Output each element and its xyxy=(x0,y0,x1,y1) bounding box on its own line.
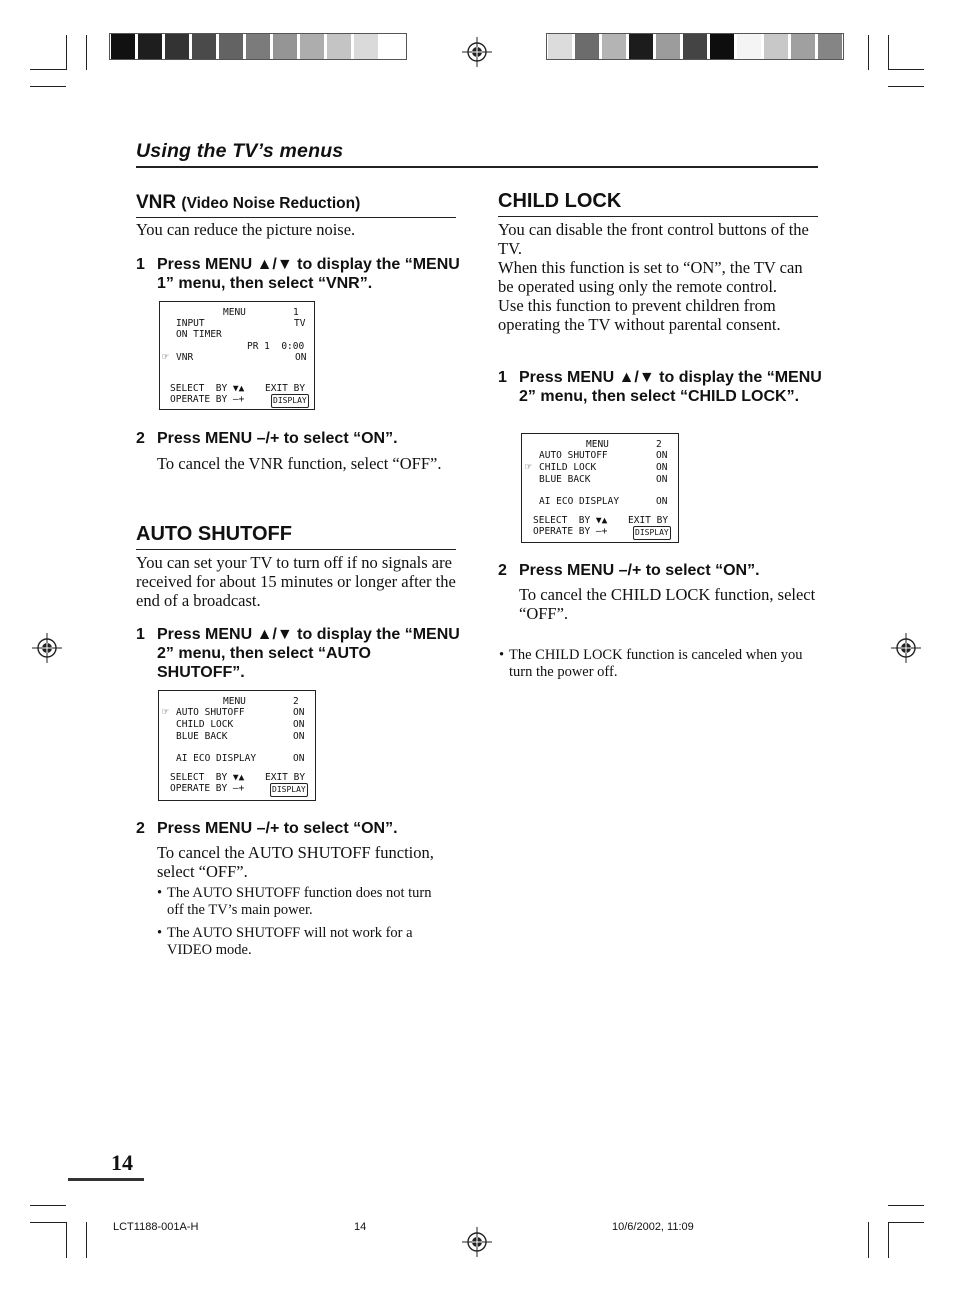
auto-shutoff-step-2-desc: To cancel the AUTO SHUTOFF function, select “OFF”. xyxy=(157,843,434,881)
bullet: • xyxy=(157,885,163,901)
osd-item-value: ON xyxy=(295,352,307,363)
osd-operate-hint: OPERATE BY –+ xyxy=(533,526,608,537)
vnr-heading-main: VNR xyxy=(136,192,177,213)
osd-page-number: 2 xyxy=(656,439,662,450)
osd-item-label: BLUE BACK xyxy=(539,474,591,485)
step-text: Press MENU –/+ to select “ON”. xyxy=(157,820,398,837)
page-header xyxy=(136,140,818,168)
auto-shutoff-note xyxy=(157,885,447,919)
osd-exit-hint: EXIT BY xyxy=(628,515,669,526)
registration-mark-icon xyxy=(32,633,62,663)
doc-code: LCT1188-001A-H xyxy=(113,1221,199,1233)
registration-mark-icon xyxy=(891,633,921,663)
osd-display-button-label: DISPLAY xyxy=(270,783,308,797)
page-number: 14 xyxy=(111,1150,133,1175)
osd-item-label: INPUT xyxy=(176,318,205,329)
osd-item-value: ON xyxy=(293,753,305,764)
auto-shutoff-step-2 xyxy=(136,819,461,838)
osd-item-value: PR 1 0:00 xyxy=(247,341,305,352)
step-number: 2 xyxy=(498,562,507,579)
osd-item-label: VNR xyxy=(176,352,194,363)
step-text: Press MENU ▲/▼ to display the “MENU 2” menu, then select “CHILD LOCK”. xyxy=(519,369,822,405)
osd-exit-hint: EXIT BY xyxy=(265,383,306,394)
bullet: • xyxy=(157,925,163,941)
vnr-intro: You can reduce the picture noise. xyxy=(136,220,356,239)
vnr-heading xyxy=(136,192,456,218)
step-text: Press MENU –/+ to select “ON”. xyxy=(157,430,398,447)
note-text: The AUTO SHUTOFF function does not turn off the TV’s main power. xyxy=(167,885,432,918)
vnr-section xyxy=(136,192,456,218)
osd-select-hint: SELECT BY ▼▲ xyxy=(533,515,608,526)
hand-pointer-icon: ☞ xyxy=(162,705,169,718)
osd-display-button-label: DISPLAY xyxy=(633,526,671,540)
vnr-osd-menu xyxy=(159,301,315,410)
vnr-step-2 xyxy=(136,429,461,448)
osd-menu-title: MENU xyxy=(223,696,246,707)
child-lock-heading: CHILD LOCK xyxy=(498,190,818,217)
child-lock-step-2-desc: To cancel the CHILD LOCK function, select “OFF”. xyxy=(519,585,816,623)
osd-operate-hint: OPERATE BY –+ xyxy=(170,783,245,794)
osd-menu-title: MENU xyxy=(223,307,246,318)
osd-item-label: AUTO SHUTOFF xyxy=(539,450,608,461)
step-number: 1 xyxy=(136,626,145,643)
osd-item-label: AUTO SHUTOFF xyxy=(176,707,245,718)
osd-item-value: ON xyxy=(293,719,305,730)
osd-page-number: 1 xyxy=(293,307,299,318)
page-number-block xyxy=(68,1150,144,1181)
child-lock-intro xyxy=(498,220,818,334)
step-number: 1 xyxy=(136,256,145,273)
osd-operate-hint: OPERATE BY –+ xyxy=(170,394,245,405)
osd-item-value: ON xyxy=(656,450,668,461)
osd-item-label: AI ECO DISPLAY xyxy=(539,496,620,507)
step-text: Press MENU –/+ to select “ON”. xyxy=(519,562,760,579)
sheet-number: 14 xyxy=(354,1221,367,1233)
auto-shutoff-heading: AUTO SHUTOFF xyxy=(136,523,456,550)
child-lock-step-1 xyxy=(498,368,823,406)
osd-item-label: BLUE BACK xyxy=(176,731,228,742)
osd-item-label: ON TIMER xyxy=(176,329,222,340)
page-title: Using the TV’s menus xyxy=(136,140,344,162)
print-date: 10/6/2002, 11:09 xyxy=(612,1221,694,1233)
note-text: The AUTO SHUTOFF will not work for a VIDEO mode. xyxy=(167,925,413,958)
intro-paragraph: When this function is set to “ON”, the TV can be operated using only the remote control. xyxy=(498,258,803,296)
osd-item-value: ON xyxy=(656,474,668,485)
child-lock-step-2 xyxy=(498,561,823,580)
child-lock-section xyxy=(498,190,818,217)
osd-item-value: ON xyxy=(656,496,668,507)
auto-shutoff-step-1 xyxy=(136,625,461,682)
osd-select-hint: SELECT BY ▼▲ xyxy=(170,383,245,394)
osd-item-value: ON xyxy=(656,462,668,473)
osd-page-number: 2 xyxy=(293,696,299,707)
osd-menu-title: MENU xyxy=(586,439,609,450)
intro-paragraph: You can disable the front control buttons of the TV. xyxy=(498,220,809,258)
hand-pointer-icon: ☞ xyxy=(162,350,169,363)
auto-shutoff-intro: You can set your TV to turn off if no signals are received for about 15 minutes or longer after the end of a broadcast. xyxy=(136,553,456,610)
bullet: • xyxy=(499,647,505,663)
step-text: Press MENU ▲/▼ to display the “MENU 1” menu, then select “VNR”. xyxy=(157,256,460,292)
osd-select-hint: SELECT BY ▼▲ xyxy=(170,772,245,783)
osd-item-value: ON xyxy=(293,731,305,742)
registration-mark-icon xyxy=(462,1227,492,1257)
child-lock-note xyxy=(499,647,819,681)
osd-display-button-label: DISPLAY xyxy=(271,394,309,408)
osd-item-label: AI ECO DISPLAY xyxy=(176,753,257,764)
step-text: Press MENU ▲/▼ to display the “MENU 2” menu, then select “AUTO SHUTOFF”. xyxy=(157,626,460,681)
note-text: The CHILD LOCK function is canceled when you turn the power off. xyxy=(509,647,803,680)
intro-paragraph: Use this function to prevent children from operating the TV without parental consent. xyxy=(498,296,781,334)
registration-mark-icon xyxy=(462,37,492,67)
child-lock-osd-menu xyxy=(521,433,679,543)
osd-item-label: CHILD LOCK xyxy=(176,719,234,730)
vnr-step-2-desc: To cancel the VNR function, select “OFF”. xyxy=(157,454,442,473)
step-number: 2 xyxy=(136,430,145,447)
vnr-step-1 xyxy=(136,255,461,293)
vnr-heading-sub: (Video Noise Reduction) xyxy=(181,195,361,212)
osd-item-value: ON xyxy=(293,707,305,718)
step-number: 1 xyxy=(498,369,507,386)
auto-shutoff-note xyxy=(157,925,447,959)
step-number: 2 xyxy=(136,820,145,837)
osd-exit-hint: EXIT BY xyxy=(265,772,306,783)
hand-pointer-icon: ☞ xyxy=(525,460,532,473)
auto-shutoff-section xyxy=(136,523,456,550)
osd-item-label: CHILD LOCK xyxy=(539,462,597,473)
osd-item-value: TV xyxy=(294,318,306,329)
auto-shutoff-osd-menu xyxy=(158,690,316,801)
